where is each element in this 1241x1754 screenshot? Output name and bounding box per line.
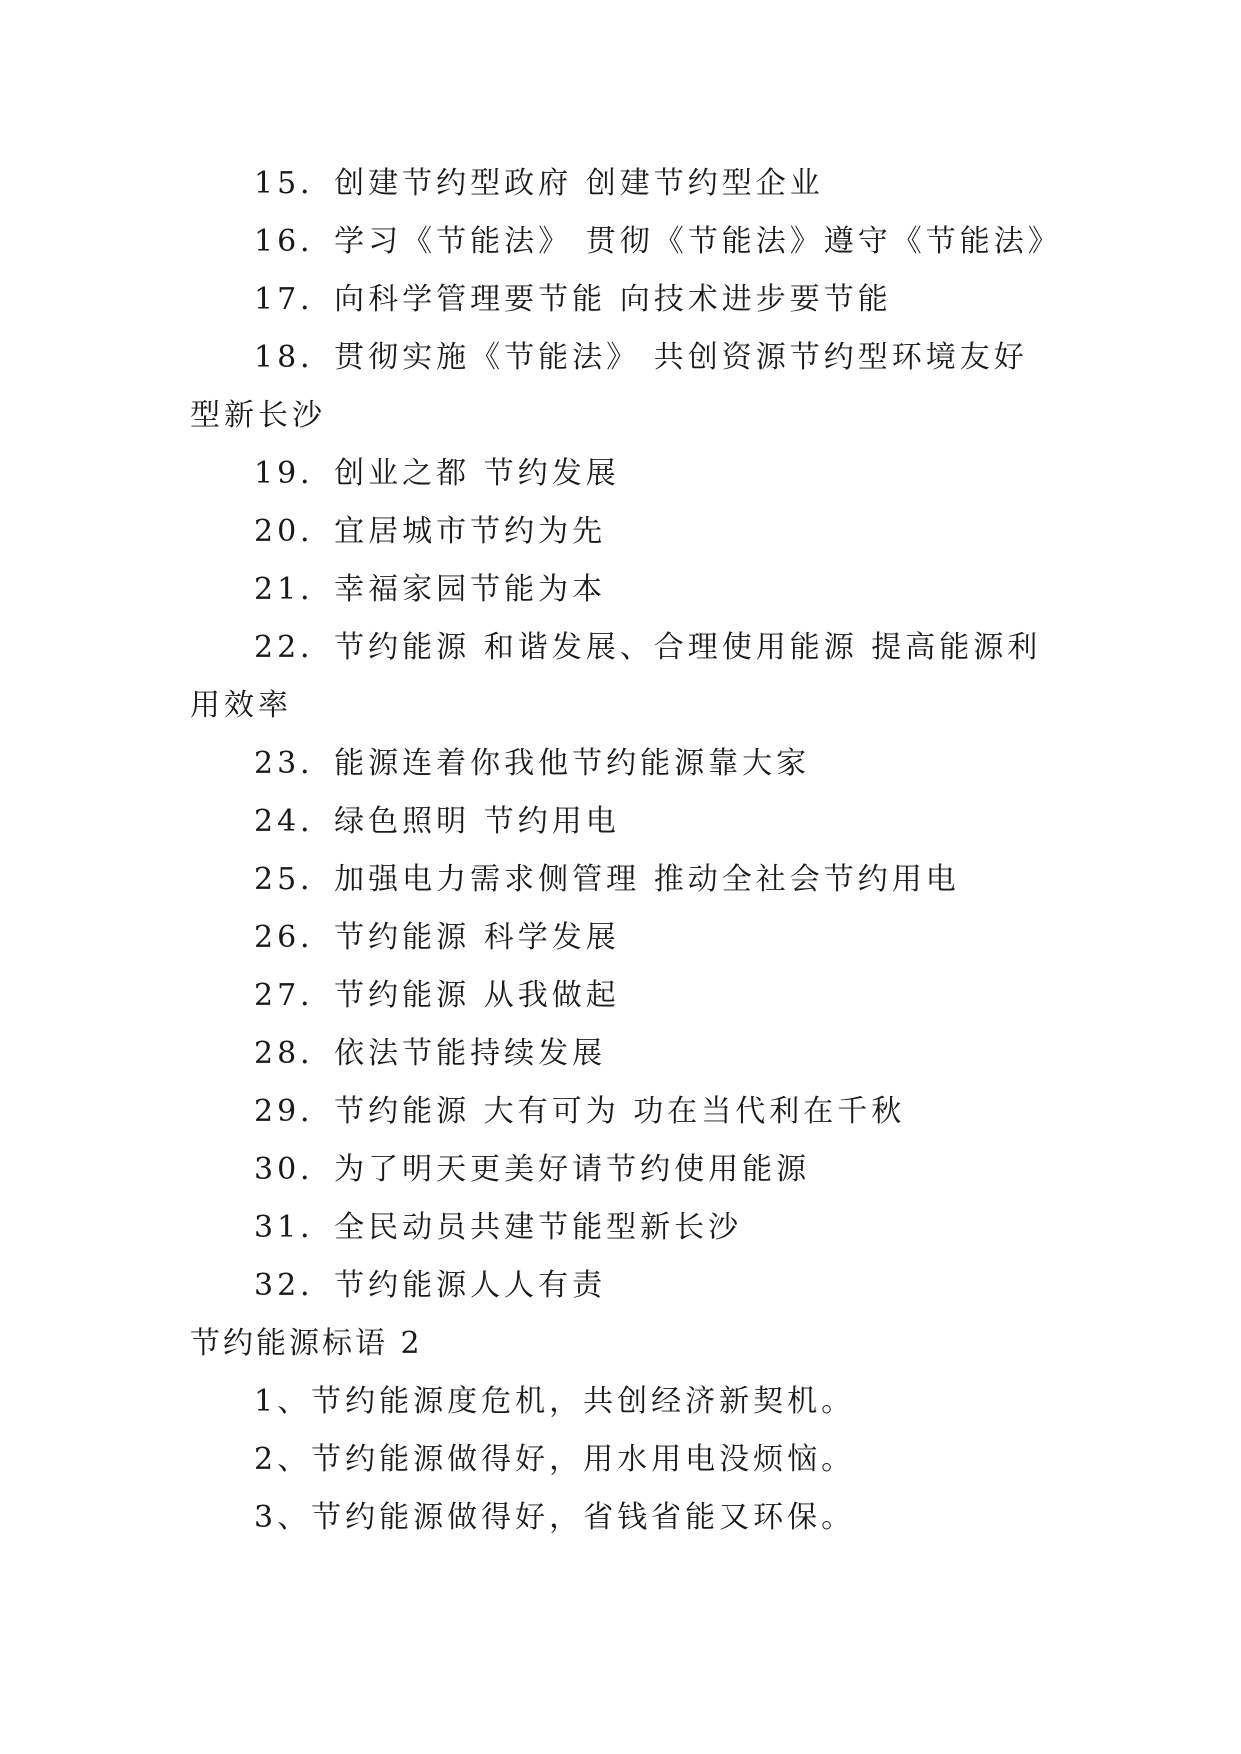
slogan-21: 21．幸福家园节能为本	[254, 572, 607, 607]
slogan-31: 31．全民动员共建节能型新长沙	[254, 1210, 743, 1245]
slogan-23: 23．能源连着你我他节约能源靠大家	[254, 746, 811, 781]
slogan-15: 15．创建节约型政府 创建节约型企业	[254, 166, 824, 201]
slogan-26: 26．节约能源 科学发展	[254, 920, 620, 955]
slogan-32: 32．节约能源人人有责	[254, 1268, 607, 1303]
slogan-25: 25．加强电力需求侧管理 推动全社会节约用电	[254, 862, 960, 897]
slogan-29: 29．节约能源 大有可为 功在当代利在千秋	[254, 1094, 906, 1129]
slogan-16: 16．学习《节能法》 贯彻《节能法》遵守《节能法》	[254, 224, 1062, 259]
slogan-19: 19．创业之都 节约发展	[254, 456, 620, 491]
slogan-24: 24．绿色照明 节约用电	[254, 804, 620, 839]
section-heading: 节约能源标语 2	[190, 1326, 423, 1361]
slogan-18: 18．贯彻实施《节能法》 共创资源节约型环境友好型新长沙	[190, 340, 1028, 433]
slogan-30: 30．为了明天更美好请节约使用能源	[254, 1152, 811, 1187]
slogan-27: 27．节约能源 从我做起	[254, 978, 620, 1013]
slogan-2-2: 2、节约能源做得好，用水用电没烦恼。	[254, 1442, 856, 1477]
slogan-2-1: 1、节约能源度危机，共创经济新契机。	[254, 1384, 856, 1419]
slogan-17: 17．向科学管理要节能 向技术进步要节能	[254, 282, 892, 317]
slogan-2-3: 3、节约能源做得好，省钱省能又环保。	[254, 1500, 856, 1535]
slogan-28: 28．依法节能持续发展	[254, 1036, 607, 1071]
slogan-22: 22．节约能源 和谐发展、合理使用能源 提高能源利用效率	[190, 630, 1042, 723]
slogan-20: 20．宜居城市节约为先	[254, 514, 607, 549]
document-content	[190, 155, 1060, 1547]
